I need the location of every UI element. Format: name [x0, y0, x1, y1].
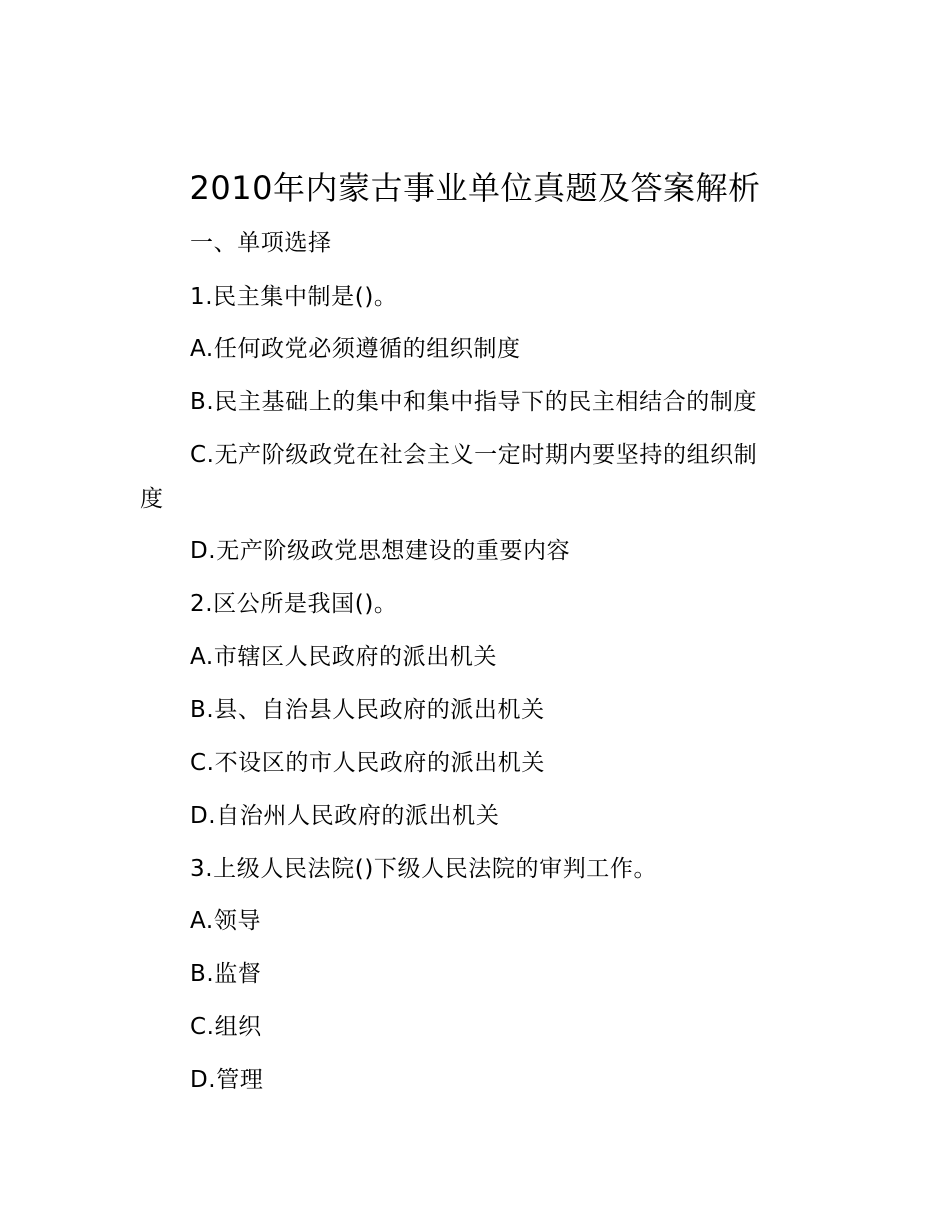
question-2-option-b: B.县、自治县人民政府的派出机关 — [190, 697, 545, 723]
document-title: 2010年内蒙古事业单位真题及答案解析 — [189, 169, 761, 207]
section-heading: 一、单项选择 — [190, 230, 332, 256]
question-1-option-b: B.民主基础上的集中和集中指导下的民主相结合的制度 — [190, 389, 758, 415]
question-3-option-d: D.管理 — [190, 1067, 264, 1093]
question-1-option-c-continued: 度 — [140, 486, 164, 512]
question-3-stem: 3.上级人民法院()下级人民法院的审判工作。 — [190, 856, 658, 882]
question-2-option-a: A.市辖区人民政府的派出机关 — [190, 644, 498, 670]
question-3-option-a: A.领导 — [190, 908, 262, 934]
question-3-option-c: C.组织 — [190, 1014, 262, 1040]
question-2-stem: 2.区公所是我国()。 — [190, 591, 398, 617]
question-3-option-b: B.监督 — [190, 961, 262, 987]
question-2-option-d: D.自治州人民政府的派出机关 — [190, 803, 500, 829]
question-2-option-c: C.不设区的市人民政府的派出机关 — [190, 750, 545, 776]
question-1-option-d: D.无产阶级政党思想建设的重要内容 — [190, 538, 571, 564]
question-1-option-a: A.任何政党必须遵循的组织制度 — [190, 336, 521, 362]
question-1-stem: 1.民主集中制是()。 — [190, 284, 398, 310]
question-1-option-c: C.无产阶级政党在社会主义一定时期内要坚持的组织制 — [190, 442, 758, 468]
